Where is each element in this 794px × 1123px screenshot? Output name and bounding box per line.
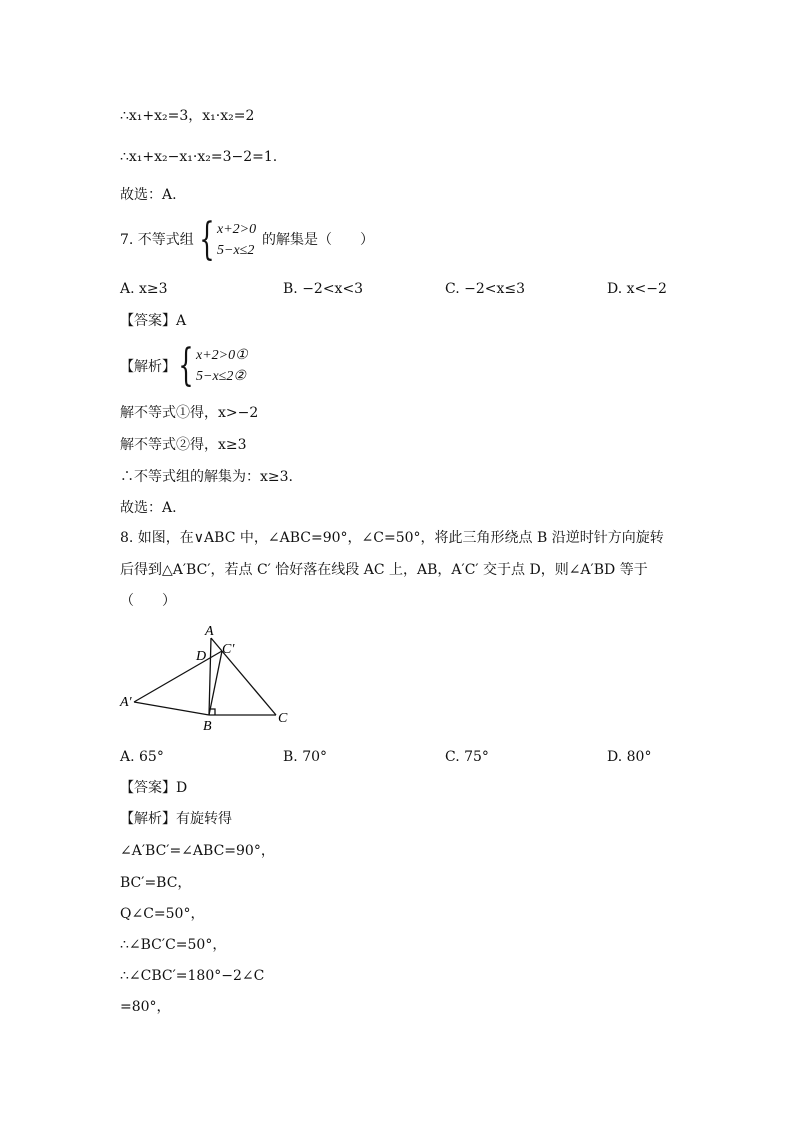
- q8-step-4: ∴∠BC′C=50°，: [120, 937, 227, 953]
- solution-line-2: ∴x₁+x₂−x₁·x₂=3−2=1.: [120, 149, 278, 165]
- q7-analysis-label: 【解析】: [120, 359, 176, 375]
- segment-a-c: [211, 638, 276, 715]
- label-a-prime: A′: [120, 695, 132, 710]
- label-a: A: [205, 624, 214, 639]
- label-b: B: [203, 719, 212, 734]
- label-d: D: [196, 649, 207, 664]
- brace-icon: {: [199, 214, 215, 265]
- q7-suffix: 的解集是（ ）: [262, 232, 374, 248]
- q8-step-5: ∴∠CBC′=180°−2∠C: [120, 968, 265, 984]
- q8-answer: 【答案】D: [120, 780, 188, 796]
- q8-option-c: C. 75°: [445, 749, 489, 765]
- q8-figure: [110, 618, 310, 738]
- segment-ap-b: [134, 702, 209, 715]
- label-c: C: [278, 711, 288, 726]
- q7-answer: 【答案】A: [120, 313, 187, 329]
- q7-analysis-system: [172, 340, 248, 391]
- q8-line-1: 8. 如图，在∨ABC 中，∠ABC=90°，∠C=50°，将此三角形绕点 B 沿逆时针方向旋转: [120, 530, 664, 546]
- q7-step-4: 故选：A.: [120, 500, 177, 516]
- q7-system-eq1: x+2>0: [217, 222, 257, 237]
- q7-step-1: 解不等式①得，x>−2: [120, 405, 259, 421]
- q8-step-3: Q∠C=50°，: [120, 906, 205, 922]
- q7-option-b: B. −2<x<3: [283, 281, 364, 297]
- q7-option-c: C. −2<x≤3: [445, 281, 526, 297]
- q8-line-3: （ ）: [120, 593, 176, 609]
- q8-step-1: ∠A′BC′=∠ABC=90°，: [120, 843, 275, 859]
- q8-option-b: B. 70°: [283, 749, 328, 765]
- q7-option-d: D. x<−2: [607, 281, 667, 297]
- solution-line-1: ∴x₁+x₂=3，x₁·x₂=2: [120, 108, 255, 124]
- q7-analysis-eq2: 5−x≤2②: [196, 369, 246, 384]
- q8-line-2: 后得到△A′BC′，若点 C′ 恰好落在线段 AC 上，AB，A′C′ 交于点 D，则∠A′BD 等于: [120, 562, 648, 578]
- q7-option-a: A. x≥3: [120, 281, 168, 297]
- q8-option-a: A. 65°: [120, 749, 164, 765]
- q8-step-6: =80°，: [120, 999, 171, 1015]
- q8-analysis: 【解析】有旋转得: [120, 811, 232, 827]
- q7-step-3: ∴不等式组的解集为：x≥3.: [120, 469, 293, 485]
- q7-system-eq2: 5−x≤2: [217, 243, 255, 258]
- q8-option-d: D. 80°: [607, 749, 652, 765]
- label-c-prime: C′: [222, 642, 235, 657]
- choice-line: 故选：A.: [120, 187, 177, 203]
- q7-prefix: 7. 不等式组: [120, 232, 194, 248]
- q7-analysis-eq1: x+2>0①: [196, 348, 248, 363]
- q8-step-2: BC′=BC，: [120, 875, 192, 891]
- q7-step-2: 解不等式②得，x≥3: [120, 437, 247, 453]
- brace-icon: {: [178, 340, 194, 391]
- segment-ap-cp: [134, 651, 222, 702]
- q7-system: [193, 214, 257, 265]
